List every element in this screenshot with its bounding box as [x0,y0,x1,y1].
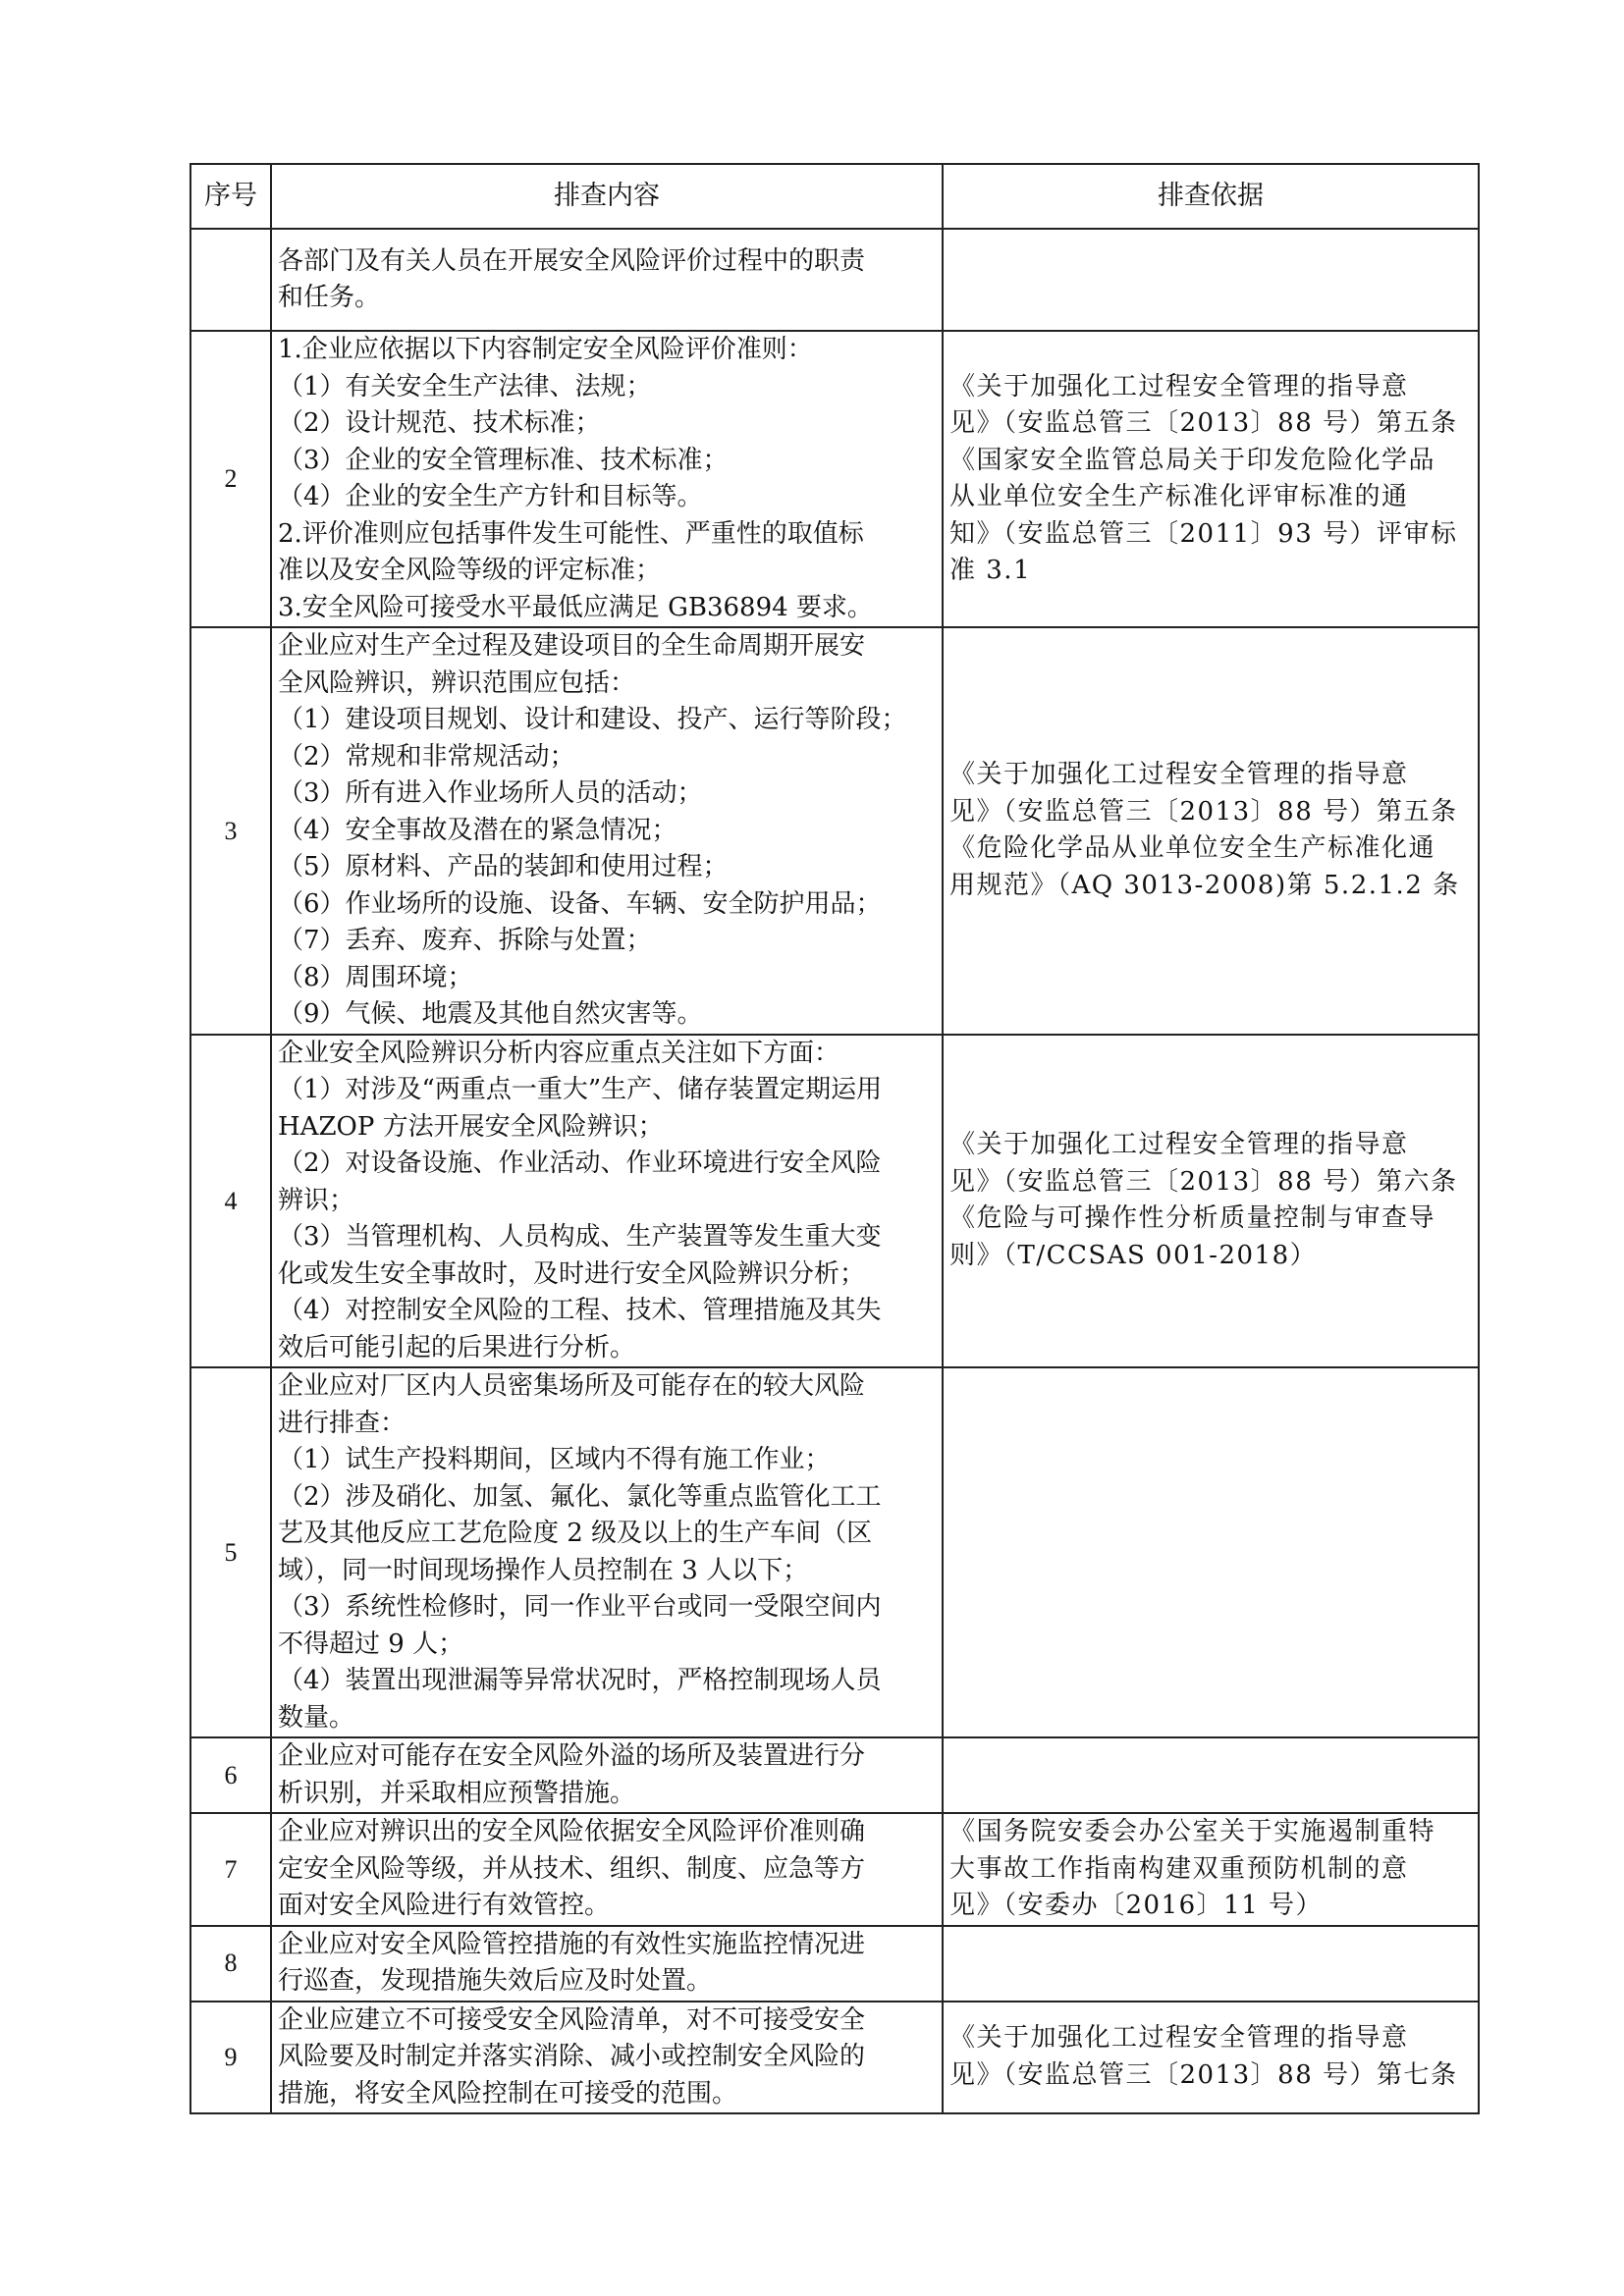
basis-line: 准 3.1 [949,556,1032,585]
content-line: （6）作业场所的设施、设备、车辆、安全防护用品； [278,888,882,919]
basis-line: 则》（T/CCSAS 001-2018） [949,1240,1318,1270]
row-serial-number: 7 [190,1813,271,1926]
row-serial-number: 8 [190,1926,271,2002]
row-serial-number: 2 [190,331,271,627]
row-inspection-basis [943,331,1479,627]
content-line: （2）涉及硝化、加氢、氟化、氯化等重点监管化工工 [278,1481,882,1512]
inspection-table [189,163,1480,2114]
content-line: 面对安全风险进行有效管控。 [278,1891,611,1920]
content-line: 企业应对安全风险管控措施的有效性实施监控情况进 [278,1929,866,1959]
basis-line: 《国家安全监管总局关于印发危险化学品 [949,445,1436,475]
basis-line: 《危险化学品从业单位安全生产标准化通 [949,833,1436,864]
content-line: 定安全风险等级，并从技术、组织、制度、应急等方 [278,1853,866,1884]
content-line: 行巡查，发现措施失效后应及时处置。 [278,1966,713,1996]
basis-line: 用规范》（AQ 3013-2008)第 5.2.1.2 条 [949,870,1460,900]
row-inspection-basis [943,1926,1479,2002]
content-line: 准以及安全风险等级的评定标准； [278,556,662,585]
content-line: （4）装置出现泄漏等异常状况时，严格控制现场人员 [278,1666,882,1695]
basis-line: 见》（安委办〔2016〕11 号） [949,1891,1324,1920]
basis-line: 见》（安监总管三〔2013〕88 号）第六条 [949,1166,1458,1197]
table-row [190,1813,1479,1926]
content-line: （1）试生产投料期间，区域内不得有施工作业； [278,1445,831,1474]
basis-line: 《关于加强化工过程安全管理的指导意 [949,760,1409,790]
row-inspection-basis [943,229,1479,331]
header-serial-number: 序号 [190,164,271,229]
row-serial-number: 9 [190,2002,271,2114]
table-row [190,1926,1479,2002]
basis-line: 知》（安监总管三〔2011〕93 号）评审标 [949,518,1458,549]
content-line: （1）有关安全生产法律、法规； [278,371,652,401]
row-inspection-basis [943,2002,1479,2114]
content-line: （4）企业的安全生产方针和目标等。 [278,482,703,511]
row-serial-number [190,229,271,331]
basis-line: 见》（安监总管三〔2013〕88 号）第五条 [949,408,1458,438]
content-line: 不得超过 9 人； [278,1629,464,1659]
table-row [190,2002,1479,2114]
row-inspection-basis [943,1035,1479,1368]
content-line: 全风险辨识，辨识范围应包括： [278,667,636,698]
table-body [190,229,1479,2113]
row-serial-number: 5 [190,1367,271,1737]
table-header [190,164,1479,229]
row-serial-number: 4 [190,1035,271,1368]
header-inspection-content: 排查内容 [271,164,943,229]
basis-line: 《关于加强化工过程安全管理的指导意 [949,2023,1409,2054]
header-inspection-basis: 排查依据 [943,164,1479,229]
table-row [190,331,1479,627]
content-line: 化或发生安全事故时，及时进行安全风险辨识分析； [278,1258,866,1289]
content-line: 进行排查： [278,1408,406,1438]
table-row [190,229,1479,331]
basis-line: 《关于加强化工过程安全管理的指导意 [949,1130,1409,1160]
content-line: 企业安全风险辨识分析内容应重点关注如下方面： [278,1038,840,1068]
table-row [190,1737,1479,1813]
content-line: 析识别，并采取相应预警措施。 [278,1778,636,1808]
row-inspection-basis [943,1813,1479,1926]
content-line: 企业应对可能存在安全风险外溢的场所及装置进行分 [278,1741,866,1771]
content-line: 艺及其他反应工艺危险度 2 级及以上的生产车间（区 [278,1519,873,1548]
content-line: 数量。 [278,1702,355,1733]
content-line: （1）建设项目规划、设计和建设、投产、运行等阶段； [278,705,907,734]
content-line: （4）安全事故及潜在的紧急情况； [278,815,677,845]
basis-line: 《国务院安委会办公室关于实施遏制重特 [949,1817,1436,1846]
row-inspection-content [271,1926,943,2002]
row-inspection-content [271,627,943,1035]
row-inspection-content [271,1035,943,1368]
row-inspection-content [271,2002,943,2114]
basis-line: 见》（安监总管三〔2013〕88 号）第五条 [949,796,1458,827]
content-line: （2）设计规范、技术标准； [278,408,601,438]
content-line: （7）丢弃、废弃、拆除与处置； [278,926,652,955]
content-line: （3）当管理机构、人员构成、生产装置等发生重大变 [278,1222,882,1252]
basis-line: 《危险与可操作性分析质量控制与审查导 [949,1203,1436,1234]
content-line: 企业应对厂区内人员密集场所及可能存在的较大风险 [278,1371,866,1401]
table-row [190,1035,1479,1368]
content-line: 辨识； [278,1185,355,1215]
row-inspection-basis [943,627,1479,1035]
content-line: （9）气候、地震及其他自然灾害等。 [278,999,703,1029]
content-line: 2.评价准则应包括事件发生可能性、严重性的取值标 [278,518,864,549]
content-line: 各部门及有关人员在开展安全风险评价过程中的职责 [278,245,866,276]
header-row [190,164,1479,229]
content-line: 企业应建立不可接受安全风险清单，对不可接受安全 [278,2004,866,2035]
basis-line: 大事故工作指南构建双重预防机制的意 [949,1853,1409,1884]
basis-line: 见》（安监总管三〔2013〕88 号）第七条 [949,2059,1458,2090]
content-line: （3）所有进入作业场所人员的活动； [278,778,703,808]
content-line: （8）周围环境； [278,962,473,992]
content-line: （3）系统性检修时，同一作业平台或同一受限空间内 [278,1592,882,1622]
row-inspection-content [271,331,943,627]
content-line: 域），同一时间现场操作人员控制在 3 人以下； [278,1555,809,1585]
row-inspection-content [271,1367,943,1737]
content-line: 风险要及时制定并落实消除、减小或控制安全风险的 [278,2042,866,2071]
content-line: 措施，将安全风险控制在可接受的范围。 [278,2078,738,2109]
row-inspection-content [271,1737,943,1813]
row-inspection-content [271,1813,943,1926]
content-line: （2）常规和非常规活动； [278,741,575,772]
row-serial-number: 6 [190,1737,271,1813]
content-line: HAZOP 方法开展安全风险辨识； [278,1111,664,1142]
row-inspection-basis [943,1737,1479,1813]
table-row [190,627,1479,1035]
content-line: （5）原材料、产品的装卸和使用过程； [278,852,729,881]
basis-line: 《关于加强化工过程安全管理的指导意 [949,371,1409,401]
content-line: 1.企业应依据以下内容制定安全风险评价准则： [278,335,813,364]
content-line: 企业应对辨识出的安全风险依据安全风险评价准则确 [278,1817,866,1846]
row-inspection-basis [943,1367,1479,1737]
content-line: （3）企业的安全管理标准、技术标准； [278,445,729,475]
row-serial-number: 3 [190,627,271,1035]
content-line: （1）对涉及“两重点一重大”生产、储存装置定期运用 [278,1075,883,1104]
content-line: 3.安全风险可接受水平最低应满足 GB36894 要求。 [278,592,873,622]
content-line: （2）对设备设施、作业活动、作业环境进行安全风险 [278,1148,882,1178]
row-inspection-content [271,229,943,331]
basis-line: 从业单位安全生产标准化评审标准的通 [949,482,1409,511]
content-line: （4）对控制安全风险的工程、技术、管理措施及其失 [278,1296,882,1325]
table-row [190,1367,1479,1737]
content-line: 和任务。 [278,283,381,312]
content-line: 效后可能引起的后果进行分析。 [278,1332,636,1362]
content-line: 企业应对生产全过程及建设项目的全生命周期开展安 [278,631,866,661]
